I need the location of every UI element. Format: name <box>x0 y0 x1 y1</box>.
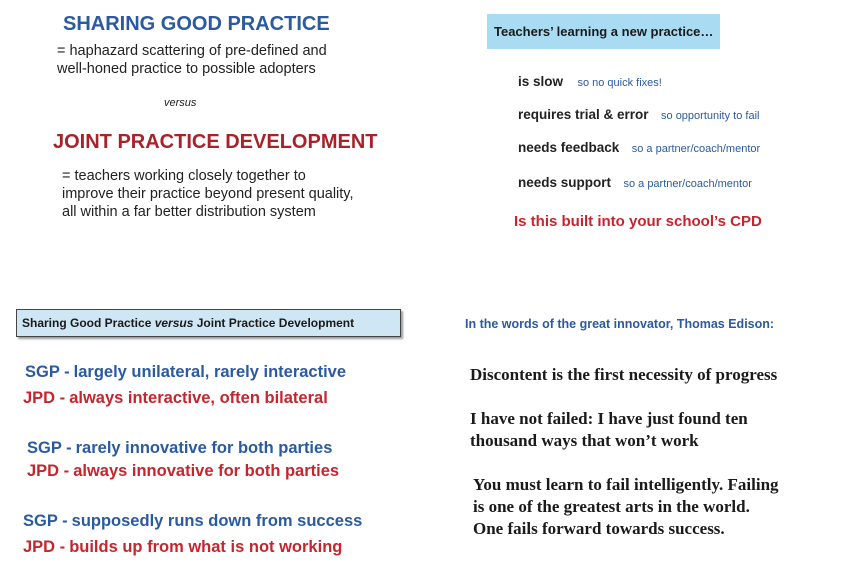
learning-item-label: is slow <box>518 74 564 89</box>
learning-item <box>518 73 662 91</box>
jpd-tag: JPD - <box>27 462 70 480</box>
learning-item <box>518 106 759 124</box>
comparison-header-italic: versus <box>154 316 194 330</box>
sgp-text: supposedly runs down from success <box>71 512 363 530</box>
jpd-tag: JPD - <box>23 389 66 407</box>
sgp-tag: SGP - <box>25 363 70 381</box>
edison-quote-2-line-2: thousand ways that won’t work <box>470 431 699 450</box>
sgp-definition-line-1: = haphazard scattering of pre-defined and <box>57 43 327 59</box>
learning-item-note: so no quick fixes! <box>577 77 662 89</box>
learning-item-note: so a partner/coach/mentor <box>631 143 761 155</box>
learning-item <box>518 139 760 157</box>
comparison-header-part-2: Joint Practice Development <box>193 316 355 330</box>
jpd-text: always innovative for both parties <box>73 462 340 480</box>
jpd-text: builds up from what is not working <box>69 538 343 556</box>
sgp-definition-line-2: well-honed practice to possible adopters <box>57 61 316 77</box>
sgp-title: SHARING GOOD PRACTICE <box>63 13 330 35</box>
learning-item <box>518 174 752 192</box>
versus-label: versus <box>164 97 197 109</box>
jpd-title: JOINT PRACTICE DEVELOPMENT <box>53 131 378 153</box>
jpd-text: always interactive, often bilateral <box>69 389 328 407</box>
learning-header: Teachers’ learning a new practice… <box>494 24 714 39</box>
learning-header-box <box>487 14 720 49</box>
jpd-definition-line-2: improve their practice beyond present quality, <box>62 186 354 202</box>
sgp-line <box>27 439 332 458</box>
edison-quote-2-line-1: I have not failed: I have just found ten <box>470 409 748 428</box>
comparison-header-box <box>16 309 401 337</box>
comparison-header-part-1: Sharing Good Practice <box>22 316 155 330</box>
jpd-tag: JPD - <box>23 538 66 556</box>
sgp-text: rarely innovative for both parties <box>75 439 333 457</box>
learning-item-label: needs support <box>518 175 612 190</box>
learning-item-label: requires trial & error <box>518 107 649 122</box>
jpd-line <box>23 538 342 557</box>
learning-item-note: so opportunity to fail <box>661 110 760 122</box>
edison-quote-1: Discontent is the first necessity of progress <box>470 365 778 384</box>
sgp-text: largely unilateral, rarely interactive <box>73 363 347 381</box>
jpd-line <box>23 389 328 408</box>
jpd-definition-line-1: = teachers working closely together to <box>62 168 306 184</box>
edison-quote-3-line-3: One fails forward towards success. <box>473 519 725 538</box>
edison-title: In the words of the great innovator, Thomas Edison: <box>465 317 775 331</box>
learning-item-label: needs feedback <box>518 140 620 155</box>
jpd-line <box>27 462 339 481</box>
sgp-tag: SGP - <box>23 512 68 530</box>
sgp-line <box>23 512 362 531</box>
learning-item-note: so a partner/coach/mentor <box>623 178 752 190</box>
edison-quote-3-line-1: You must learn to fail intelligently. Failing <box>473 475 779 494</box>
sgp-line <box>25 363 346 382</box>
jpd-definition-line-3: all within a far better distribution system <box>62 204 316 220</box>
edison-quote-3-line-2: is one of the greatest arts in the world. <box>473 497 750 516</box>
sgp-tag: SGP - <box>27 439 72 457</box>
cpd-question: Is this built into your school’s CPD <box>514 213 762 230</box>
